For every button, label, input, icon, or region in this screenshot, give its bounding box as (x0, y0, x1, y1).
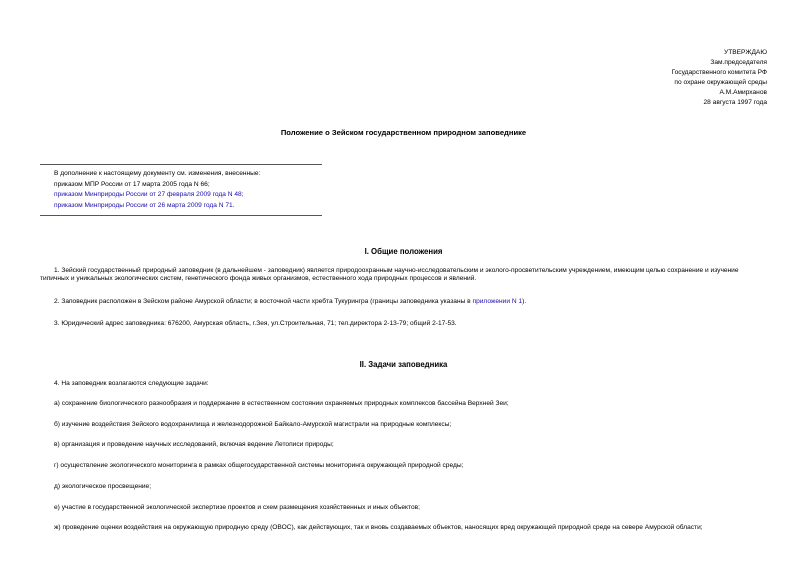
approval-line: УТВЕРЖДАЮ (724, 49, 767, 56)
task-d: д) экологическое просвещение; (54, 483, 152, 490)
revisions-note (54, 169, 260, 211)
revision-link-2[interactable]: приказом Минприроды России от 26 марта 2009 года N 71. (54, 201, 235, 209)
paragraph-4: 4. На заповедник возлагаются следующие задачи: (54, 380, 209, 387)
paragraph-2-end: ). (522, 298, 527, 305)
paragraph-2 (40, 298, 768, 306)
task-zh: ж) проведение оценки воздействия на окружающую природную среду (ОВОС), как действующих, так и вновь создаваемых объектов, наносящих вред окружающей природной среде на севере Амурской области; (54, 524, 703, 531)
approval-block (672, 48, 768, 108)
approval-line: А.М.Амирханов (719, 89, 767, 96)
revisions-intro: В дополнение к настоящему документу см. изменения, внесенные: (54, 170, 261, 177)
section-2-heading: II. Задачи заповедника (359, 360, 448, 369)
task-b: б) изучение воздействия Зейского водохранилища и железнодорожной Байкало-Амурской магистрали на природные комплексы; (54, 421, 452, 428)
approval-line: Зам.председателя (710, 59, 767, 66)
document-title: Положение о Зейском государственном природном заповеднике (280, 128, 527, 137)
task-a: а) сохранение биологического разнообразия и поддержание в естественном состоянии охраняемых природных комплексов бассейна Верхней Зеи; (54, 400, 509, 407)
approval-line: по охране окружающей среды (674, 79, 767, 86)
approval-line: Государственного комитета РФ (671, 69, 767, 76)
revision-order-1: приказом МПР России от 17 марта 2005 года N 66; (54, 180, 210, 188)
approval-date: 28 августа 1997 года (703, 99, 767, 106)
revisions-top-rule (40, 164, 322, 165)
task-v: в) организация и проведение научных исследований, включая ведение Летописи природы; (54, 441, 334, 448)
revisions-bottom-rule (40, 215, 322, 216)
revision-link-1[interactable]: приказом Минприроды России от 27 февраля 2009 года N 48; (54, 191, 244, 198)
task-g: г) осуществление экологического мониторинга в рамках общегосударственной системы мониторинга окружающей природной среды; (54, 462, 464, 469)
appendix-1-link[interactable]: приложении N 1 (472, 298, 523, 305)
paragraph-1: 1. Зейский государственный природный заповедник (в дальнейшем - заповедник) является природоохранным научно-исследовательским и эколого-просветительским учреждением, имеющим целью сохранение и изучение типичных и уникальных экологических систем, генетического фонда живых организмов, естественного хода природных процессов и явлений. (40, 267, 739, 283)
paragraph-2-text: 2. Заповедник расположен в Зейском районе Амурской области; в восточной части хребта Тукурингра (границы заповедника указаны в (54, 298, 473, 305)
paragraph-3: 3. Юридический адрес заповедника: 676200, Амурская область, г.Зея, ул.Строительная, 71; тел.директора 2-13-79; общий 2-17-53. (54, 320, 457, 327)
section-1-heading: I. Общие положения (364, 247, 443, 256)
task-e: е) участие в государственной экологической экспертизе проектов и схем размещения хозяйственных и иных объектов; (54, 504, 420, 511)
